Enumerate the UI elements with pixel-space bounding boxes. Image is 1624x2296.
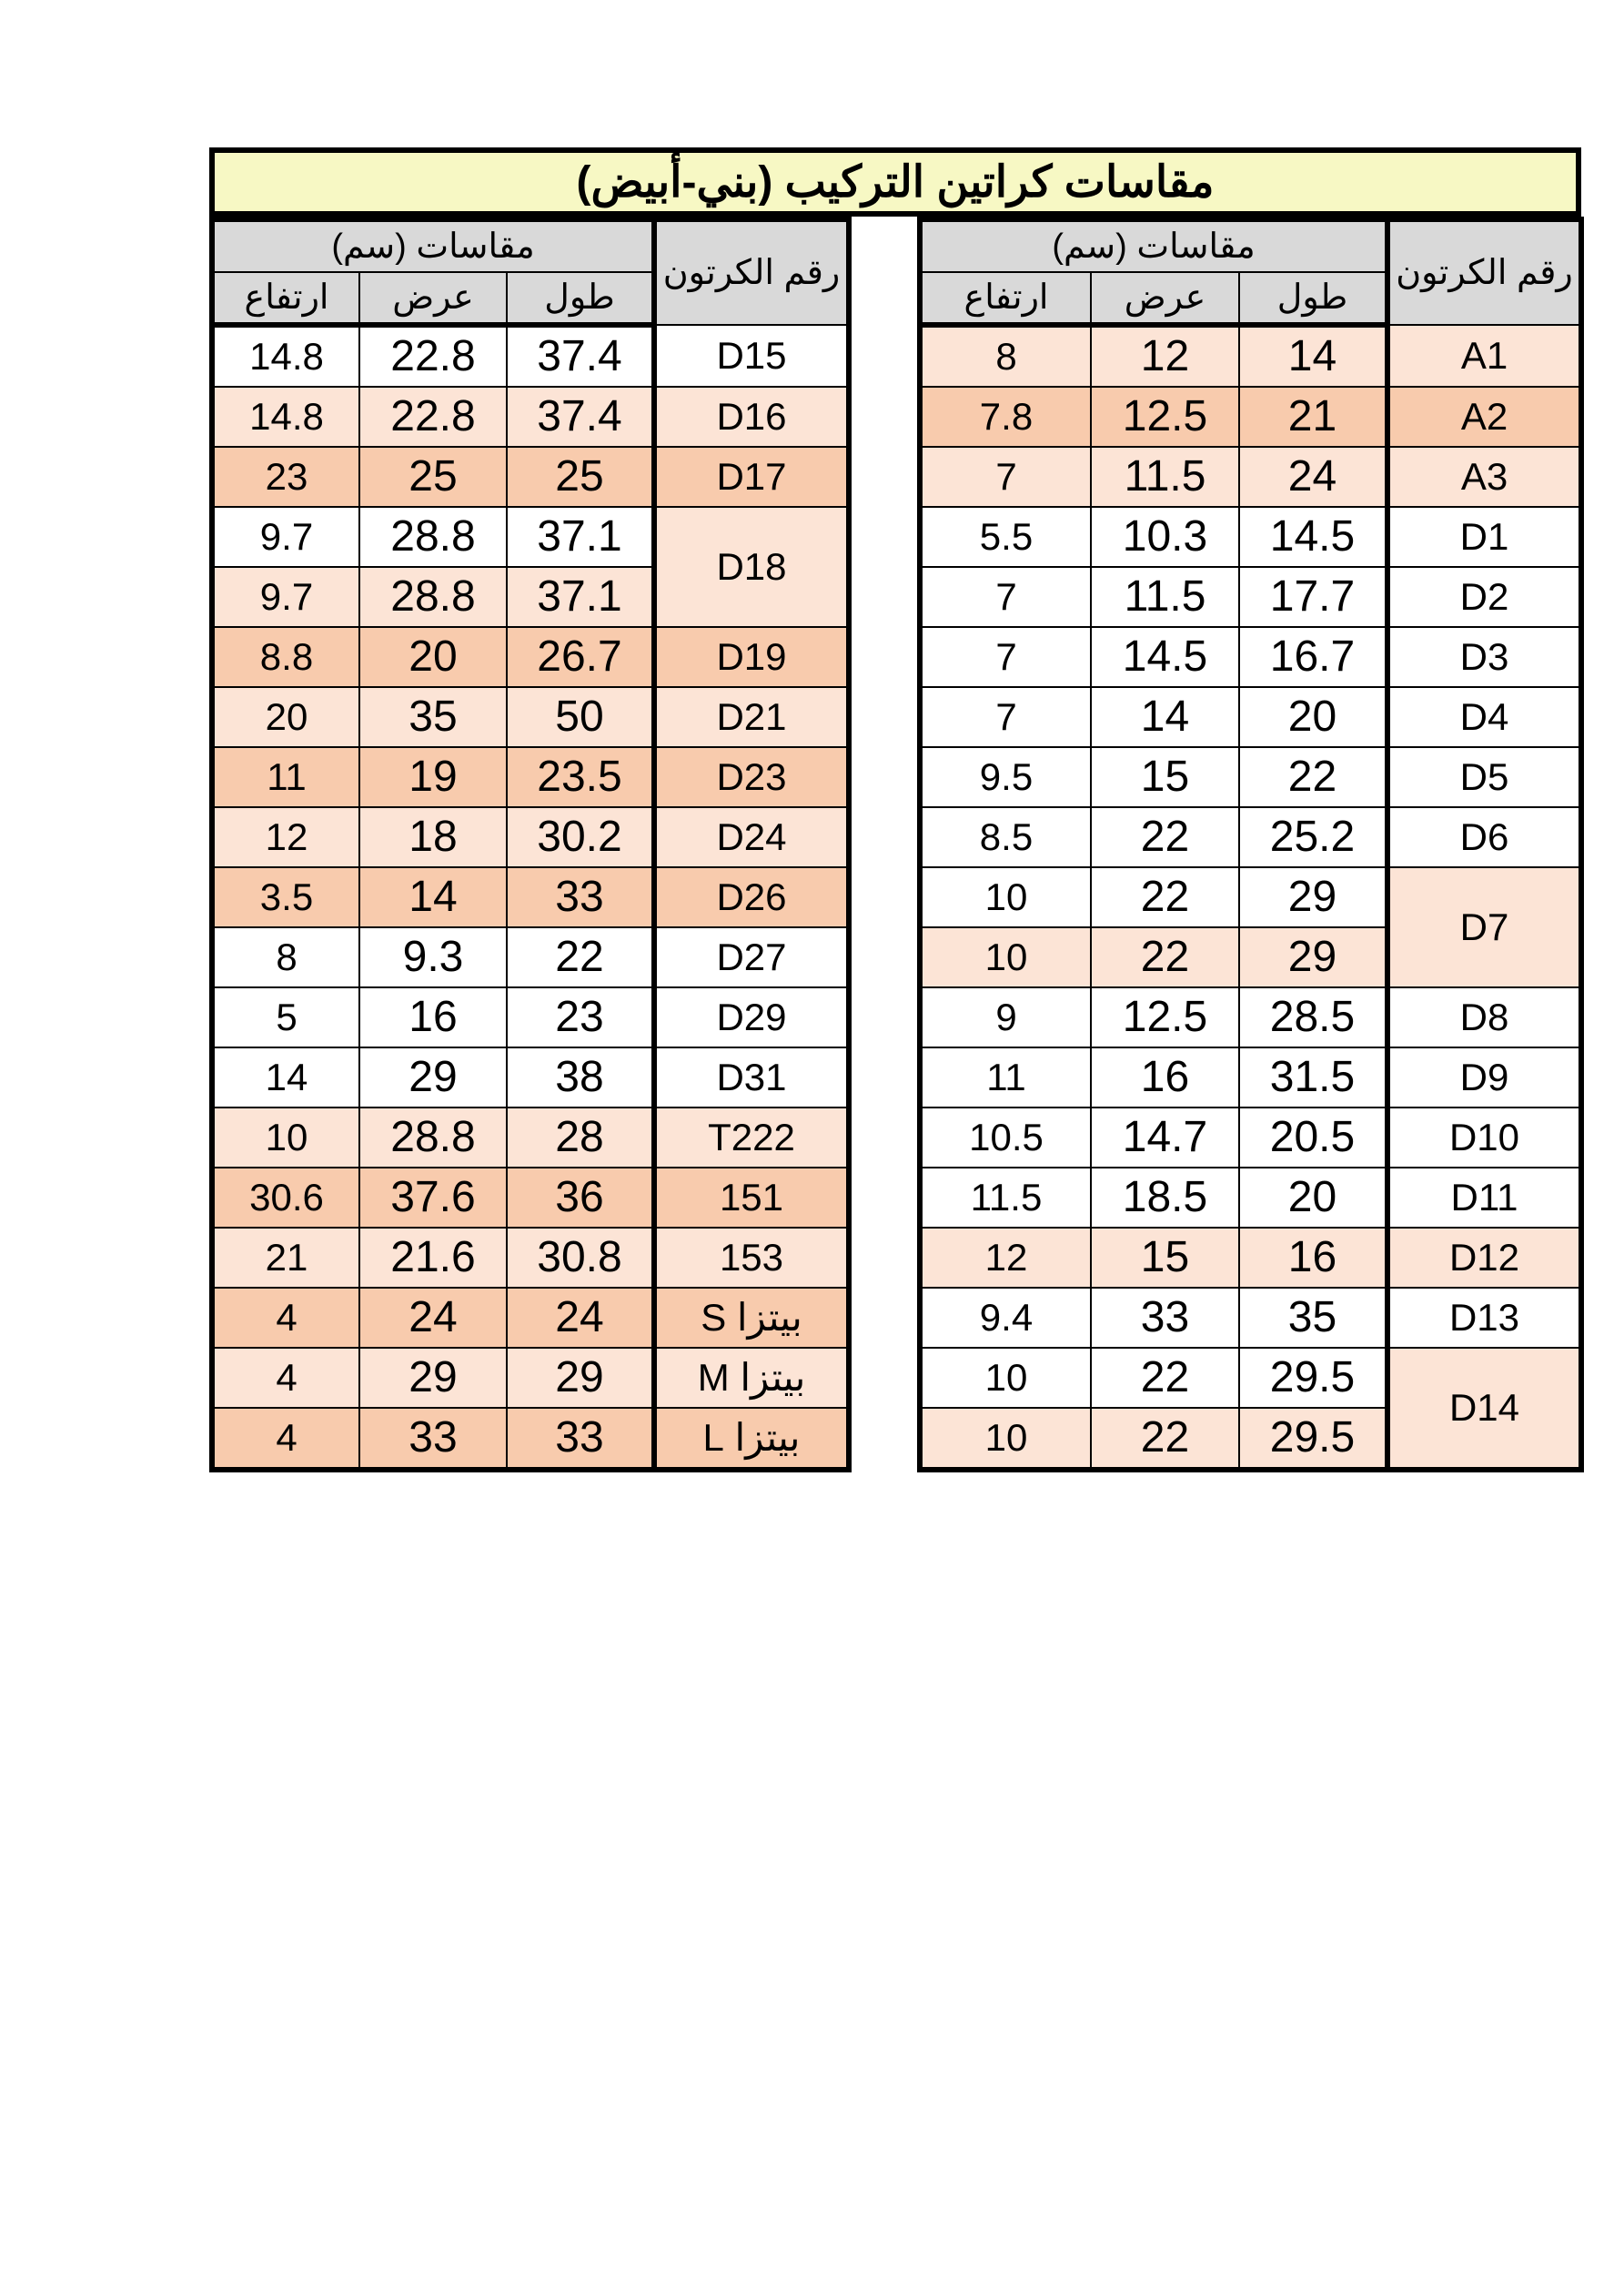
width-cell: 15: [1091, 747, 1239, 807]
table-row: [920, 807, 1581, 867]
height-cell: 20: [212, 687, 359, 747]
carton-code-cell: D31: [654, 1047, 849, 1108]
carton-code-cell: D23: [654, 747, 849, 807]
length-cell: 38: [507, 1047, 654, 1108]
table-row: [212, 1348, 849, 1408]
carton-code-cell: D26: [654, 867, 849, 927]
width-cell: 24: [359, 1288, 507, 1348]
table-row: [920, 1168, 1581, 1228]
table-row: [920, 867, 1581, 927]
width-cell: 33: [359, 1408, 507, 1470]
sheet-title: مقاسات كراتين التركيب (بني-أبيض): [209, 147, 1581, 217]
table-row: [212, 1047, 849, 1108]
height-cell: 7: [920, 447, 1091, 507]
length-cell: 25: [507, 447, 654, 507]
table-row: [920, 627, 1581, 687]
length-cell: 23.5: [507, 747, 654, 807]
table-row: [212, 387, 849, 447]
carton-code-cell: D8: [1387, 987, 1581, 1047]
length-cell: 16: [1239, 1228, 1387, 1288]
carton-code-cell: D4: [1387, 687, 1581, 747]
table-row: [212, 325, 849, 387]
width-cell: 14.7: [1091, 1108, 1239, 1168]
carton-code-cell: D3: [1387, 627, 1581, 687]
carton-code-cell: D19: [654, 627, 849, 687]
carton-code-cell: D7: [1387, 867, 1581, 987]
table-row: [212, 807, 849, 867]
height-cell: 10: [920, 927, 1091, 987]
width-cell: 29: [359, 1047, 507, 1108]
height-cell: 12: [920, 1228, 1091, 1288]
carton-code-cell: D1: [1387, 507, 1581, 567]
length-cell: 20.5: [1239, 1108, 1387, 1168]
table-row: [212, 507, 849, 567]
height-cell: 23: [212, 447, 359, 507]
carton-code-cell: A1: [1387, 325, 1581, 387]
width-cell: 12.5: [1091, 987, 1239, 1047]
carton-code-cell: D10: [1387, 1108, 1581, 1168]
carton-code-cell: D29: [654, 987, 849, 1047]
height-cell: 14: [212, 1047, 359, 1108]
width-cell: 28.8: [359, 567, 507, 627]
table-row: [920, 987, 1581, 1047]
height-cell: 5: [212, 987, 359, 1047]
carton-code-cell: بيتزا M: [654, 1348, 849, 1408]
table-row: [920, 1348, 1581, 1408]
header-row: [920, 219, 1581, 272]
length-cell: 31.5: [1239, 1047, 1387, 1108]
width-cell: 9.3: [359, 927, 507, 987]
length-cell: 23: [507, 987, 654, 1047]
carton-code-cell: D13: [1387, 1288, 1581, 1348]
length-cell: 14: [1239, 325, 1387, 387]
right-table: [917, 217, 1584, 1472]
height-cell: 9.5: [920, 747, 1091, 807]
height-cell: 4: [212, 1348, 359, 1408]
length-cell: 36: [507, 1168, 654, 1228]
height-cell: 10: [920, 867, 1091, 927]
header-row: [212, 219, 849, 272]
length-cell: 28: [507, 1108, 654, 1168]
height-cell: 11: [212, 747, 359, 807]
width-cell: 20: [359, 627, 507, 687]
dims-header: مقاسات (سم): [920, 219, 1387, 272]
height-cell: 8.5: [920, 807, 1091, 867]
table-row: [920, 687, 1581, 747]
width-cell: 22: [1091, 927, 1239, 987]
height-header: ارتفاع: [920, 272, 1091, 325]
length-cell: 14.5: [1239, 507, 1387, 567]
width-cell: 35: [359, 687, 507, 747]
dims-header: مقاسات (سم): [212, 219, 654, 272]
table-row: [212, 747, 849, 807]
table-row: [212, 1408, 849, 1470]
table-row: [920, 325, 1581, 387]
left-table: [209, 217, 852, 1472]
table-row: [212, 987, 849, 1047]
table-row: [212, 627, 849, 687]
height-cell: 7: [920, 567, 1091, 627]
length-cell: 17.7: [1239, 567, 1387, 627]
length-cell: 30.2: [507, 807, 654, 867]
height-cell: 21: [212, 1228, 359, 1288]
width-cell: 14: [359, 867, 507, 927]
width-cell: 10.3: [1091, 507, 1239, 567]
length-cell: 24: [1239, 447, 1387, 507]
width-cell: 22: [1091, 867, 1239, 927]
length-cell: 22: [507, 927, 654, 987]
carton-code-cell: A2: [1387, 387, 1581, 447]
width-cell: 22: [1091, 1348, 1239, 1408]
height-cell: 4: [212, 1408, 359, 1470]
table-row: [920, 567, 1581, 627]
height-cell: 7: [920, 687, 1091, 747]
height-cell: 8.8: [212, 627, 359, 687]
carton-code-cell: D16: [654, 387, 849, 447]
width-cell: 21.6: [359, 1228, 507, 1288]
width-cell: 11.5: [1091, 567, 1239, 627]
carton-code-cell: D2: [1387, 567, 1581, 627]
table-row: [212, 1168, 849, 1228]
width-cell: 14.5: [1091, 627, 1239, 687]
height-cell: 9.7: [212, 507, 359, 567]
height-cell: 10: [920, 1348, 1091, 1408]
carton-code-cell: D6: [1387, 807, 1581, 867]
height-cell: 7.8: [920, 387, 1091, 447]
length-cell: 37.1: [507, 567, 654, 627]
width-header: عرض: [1091, 272, 1239, 325]
width-cell: 15: [1091, 1228, 1239, 1288]
width-cell: 22: [1091, 1408, 1239, 1470]
width-header: عرض: [359, 272, 507, 325]
carton-code-cell: D15: [654, 325, 849, 387]
carton-code-cell: 153: [654, 1228, 849, 1288]
length-cell: 30.8: [507, 1228, 654, 1288]
height-header: ارتفاع: [212, 272, 359, 325]
width-cell: 12.5: [1091, 387, 1239, 447]
height-cell: 9.7: [212, 567, 359, 627]
height-cell: 10.5: [920, 1108, 1091, 1168]
length-cell: 21: [1239, 387, 1387, 447]
carton-code-cell: D12: [1387, 1228, 1581, 1288]
height-cell: 8: [212, 927, 359, 987]
table-row: [920, 507, 1581, 567]
height-cell: 11.5: [920, 1168, 1091, 1228]
length-cell: 29: [1239, 927, 1387, 987]
width-cell: 14: [1091, 687, 1239, 747]
width-cell: 16: [1091, 1047, 1239, 1108]
length-cell: 37.1: [507, 507, 654, 567]
width-cell: 18.5: [1091, 1168, 1239, 1228]
length-cell: 29: [1239, 867, 1387, 927]
carton-code-cell: D5: [1387, 747, 1581, 807]
height-cell: 9.4: [920, 1288, 1091, 1348]
length-cell: 50: [507, 687, 654, 747]
code-header: رقم الكرتون: [654, 219, 849, 325]
length-cell: 20: [1239, 687, 1387, 747]
length-header: طول: [507, 272, 654, 325]
length-cell: 28.5: [1239, 987, 1387, 1047]
code-header: رقم الكرتون: [1387, 219, 1581, 325]
carton-code-cell: D11: [1387, 1168, 1581, 1228]
height-cell: 10: [212, 1108, 359, 1168]
carton-code-cell: D14: [1387, 1348, 1581, 1470]
table-row: [212, 1108, 849, 1168]
carton-code-cell: D17: [654, 447, 849, 507]
height-cell: 4: [212, 1288, 359, 1348]
length-cell: 26.7: [507, 627, 654, 687]
length-cell: 24: [507, 1288, 654, 1348]
width-cell: 22.8: [359, 325, 507, 387]
table-row: [920, 1047, 1581, 1108]
carton-code-cell: T222: [654, 1108, 849, 1168]
width-cell: 33: [1091, 1288, 1239, 1348]
width-cell: 19: [359, 747, 507, 807]
height-cell: 9: [920, 987, 1091, 1047]
length-cell: 29: [507, 1348, 654, 1408]
carton-code-cell: D21: [654, 687, 849, 747]
carton-code-cell: D27: [654, 927, 849, 987]
length-cell: 37.4: [507, 387, 654, 447]
table-row: [920, 1108, 1581, 1168]
height-cell: 7: [920, 627, 1091, 687]
width-cell: 22.8: [359, 387, 507, 447]
height-cell: 14.8: [212, 387, 359, 447]
width-cell: 29: [359, 1348, 507, 1408]
length-header: طول: [1239, 272, 1387, 325]
table-row: [212, 1228, 849, 1288]
width-cell: 12: [1091, 325, 1239, 387]
height-cell: 14.8: [212, 325, 359, 387]
carton-code-cell: بيتزا S: [654, 1288, 849, 1348]
carton-code-cell: A3: [1387, 447, 1581, 507]
carton-code-cell: D24: [654, 807, 849, 867]
width-cell: 37.6: [359, 1168, 507, 1228]
carton-code-cell: 151: [654, 1168, 849, 1228]
length-cell: 22: [1239, 747, 1387, 807]
carton-code-cell: D18: [654, 507, 849, 627]
length-cell: 25.2: [1239, 807, 1387, 867]
table-row: [212, 687, 849, 747]
table-row: [920, 747, 1581, 807]
table-row: [920, 1228, 1581, 1288]
length-cell: 29.5: [1239, 1348, 1387, 1408]
table-row: [212, 867, 849, 927]
width-cell: 25: [359, 447, 507, 507]
height-cell: 8: [920, 325, 1091, 387]
height-cell: 5.5: [920, 507, 1091, 567]
width-cell: 28.8: [359, 507, 507, 567]
height-cell: 12: [212, 807, 359, 867]
width-cell: 22: [1091, 807, 1239, 867]
width-cell: 11.5: [1091, 447, 1239, 507]
length-cell: 37.4: [507, 325, 654, 387]
height-cell: 3.5: [212, 867, 359, 927]
table-row: [212, 927, 849, 987]
table-row: [920, 447, 1581, 507]
length-cell: 20: [1239, 1168, 1387, 1228]
width-cell: 16: [359, 987, 507, 1047]
length-cell: 33: [507, 867, 654, 927]
length-cell: 16.7: [1239, 627, 1387, 687]
carton-code-cell: بيتزا L: [654, 1408, 849, 1470]
height-cell: 11: [920, 1047, 1091, 1108]
height-cell: 30.6: [212, 1168, 359, 1228]
table-row: [920, 1288, 1581, 1348]
length-cell: 29.5: [1239, 1408, 1387, 1470]
table-row: [212, 447, 849, 507]
table-row: [212, 1288, 849, 1348]
carton-code-cell: D9: [1387, 1047, 1581, 1108]
length-cell: 33: [507, 1408, 654, 1470]
height-cell: 10: [920, 1408, 1091, 1470]
width-cell: 28.8: [359, 1108, 507, 1168]
length-cell: 35: [1239, 1288, 1387, 1348]
table-row: [920, 387, 1581, 447]
width-cell: 18: [359, 807, 507, 867]
